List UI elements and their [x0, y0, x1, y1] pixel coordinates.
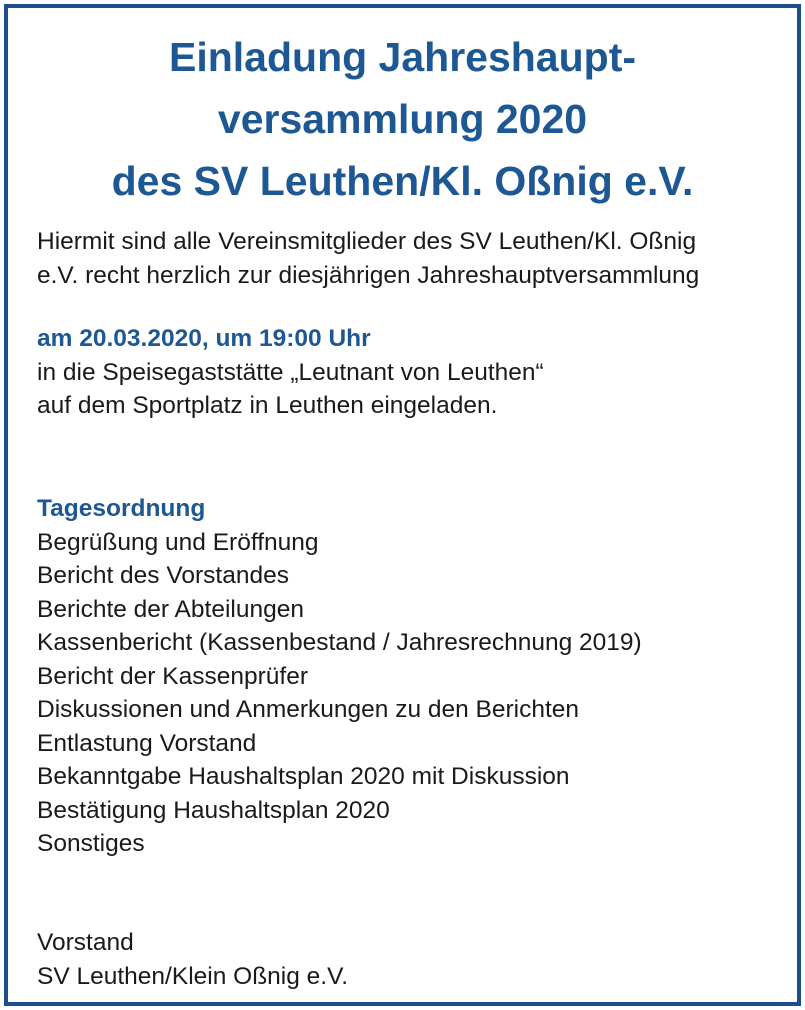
intro-line-2: e.V. recht herzlich zur diesjährigen Jahreshauptversammlung: [37, 261, 700, 289]
title-line-3: des SV Leuthen/Kl. Oßnig e.V.: [111, 158, 694, 204]
meeting-date-time: am 20.03.2020, um 19:00 Uhr: [37, 325, 371, 352]
agenda-item: Begrüßung und Eröffnung: [37, 528, 319, 556]
signature-line-2: SV Leuthen/Klein Oßnig e.V.: [37, 962, 348, 990]
location-line-2: auf dem Sportplatz in Leuthen eingeladen.: [37, 392, 498, 419]
agenda-section: [37, 492, 642, 861]
title-line-2: versammlung 2020: [217, 96, 588, 142]
agenda-item: Bericht der Kassenprüfer: [37, 662, 308, 690]
location-line-1: in die Speisegaststätte „Leutnant von Leuthen“: [37, 358, 544, 386]
agenda-item: Sonstiges: [37, 830, 145, 857]
agenda-item: Diskussionen und Anmerkungen zu den Berichten: [37, 696, 580, 723]
agenda-item: Bericht des Vorstandes: [37, 562, 289, 589]
agenda-item: Entlastung Vorstand: [37, 729, 257, 757]
title-line-1: Einladung Jahreshaupt-: [169, 34, 636, 80]
date-location-paragraph: [37, 322, 544, 423]
agenda-item: Kassenbericht (Kassenbestand / Jahresrechnung 2019): [37, 629, 642, 656]
signature-line-1: Vorstand: [37, 929, 134, 956]
agenda-item: Bekanntgabe Haushaltsplan 2020 mit Diskussion: [37, 763, 570, 790]
agenda-item: Berichte der Abteilungen: [37, 595, 304, 623]
agenda-item: Bestätigung Haushaltsplan 2020: [37, 796, 390, 824]
agenda-heading: Tagesordnung: [37, 495, 206, 522]
agenda-list: [37, 526, 642, 861]
intro-line-1: Hiermit sind alle Vereinsmitglieder des SV Leuthen/Kl. Oßnig: [37, 228, 697, 255]
invitation-frame: [4, 4, 801, 1006]
invitation-title: [8, 26, 797, 212]
signature-block: [37, 926, 348, 993]
intro-paragraph: [37, 225, 699, 292]
